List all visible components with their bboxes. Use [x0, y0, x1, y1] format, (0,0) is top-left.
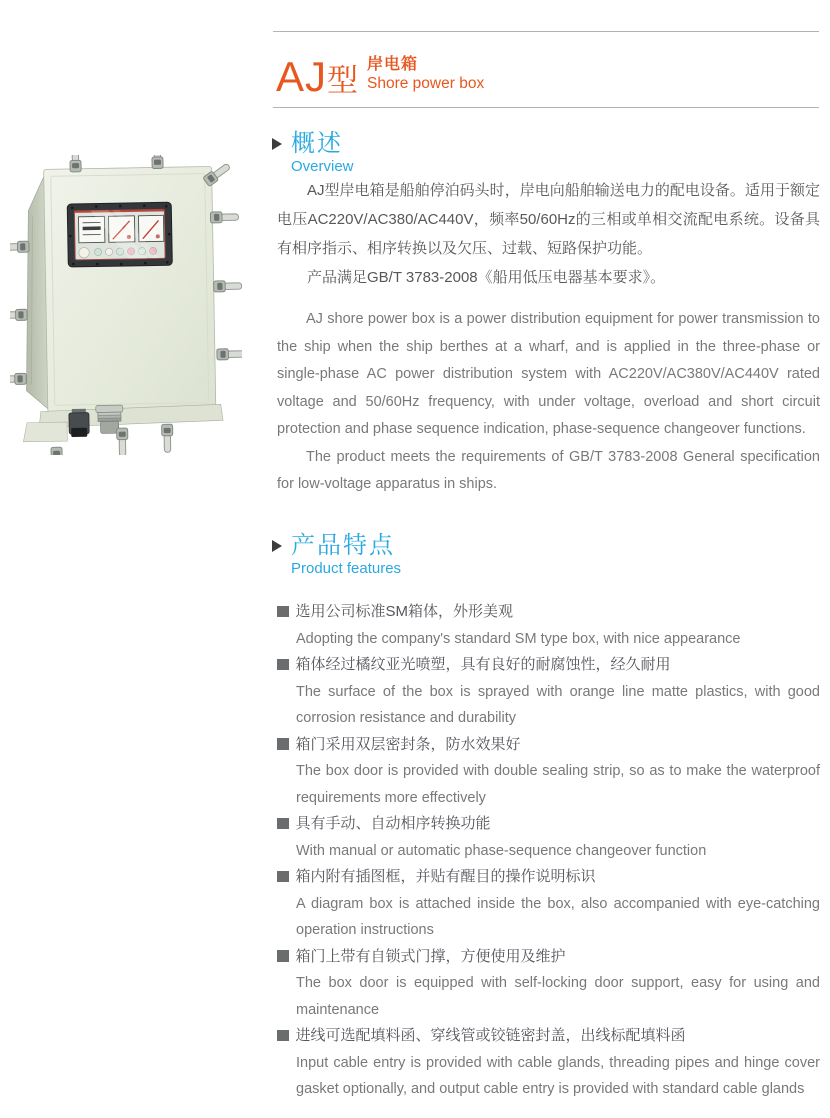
meter-window — [67, 202, 172, 267]
overview-heading — [291, 131, 354, 176]
features-title-en: Product features — [291, 560, 402, 577]
overview-text-en — [277, 306, 820, 499]
bullet-square-icon — [277, 1030, 289, 1042]
bullet-square-icon — [277, 659, 289, 671]
feature-text-cn: 箱门采用双层密封条，防水效果好 — [295, 735, 521, 753]
feature-text-en: The box door is provided with double sealing strip, so as to make the waterproof requirements more effectively — [296, 763, 820, 806]
overview-title-cn: 概述 — [291, 130, 343, 157]
product-title — [276, 51, 485, 101]
feature-text-en: With manual or automatic phase-sequence changeover function — [296, 842, 707, 859]
feature-item — [277, 732, 820, 812]
bullet-square-icon — [277, 818, 289, 830]
overview-title-en: Overview — [291, 158, 354, 175]
features-list — [277, 599, 820, 1103]
feature-item — [277, 1023, 820, 1103]
feature-line-cn — [277, 652, 820, 679]
product-name-en: Shore power box — [367, 75, 485, 92]
bullet-square-icon — [277, 871, 289, 883]
bullet-square-icon — [277, 738, 289, 750]
feature-text-cn: 具有手动、自动相序转换功能 — [295, 815, 491, 832]
feature-line-cn — [277, 864, 820, 891]
feature-line-cn — [277, 732, 820, 759]
overview-paragraph-en: AJ shore power box is a power distribution equipment for power transmission to the ship when the ship berthes at a wharf, and is applied in the three-phase or single-phase AC power distribution system with AC220V/AC380V/AC440V rated voltage and 50/60Hz frequency, with under voltage, overload and short circuit protection and phase sequence indication, phase-sequence changeover functions. — [277, 311, 820, 437]
feature-text-en: Input cable entry is provided with cable glands, threading pipes and hinge cover gasket optionally, and output cable entry is provided with standard cable glands — [296, 1054, 820, 1097]
feature-text-en: A diagram box is attached inside the box, also accompanied with eye-catching operation instructions — [296, 895, 820, 938]
feature-line-cn — [277, 811, 820, 838]
overview-section-header — [272, 131, 354, 176]
overview-paragraph-cn: 产品满足GB/T 3783-2008《船用低压电器基本要求》。 — [307, 269, 666, 286]
model-latin: AJ — [276, 53, 328, 101]
overview-paragraph-en: The product meets the requirements of GB/T 3783-2008 General specification for low-voltage apparatus in ships. — [277, 448, 820, 492]
feature-line-cn — [277, 944, 820, 971]
feature-text-cn: 进线可选配填料函、穿线管或铰链密封盖，出线标配填料函 — [295, 1027, 686, 1044]
feature-text-en: The surface of the box is sprayed with orange line matte plastics, with good corrosion resistance and durability — [296, 683, 820, 726]
bullet-square-icon — [277, 606, 289, 618]
feature-text-cn: 箱门上带有自锁式门撑，方便使用及维护 — [295, 947, 566, 965]
top-divider — [273, 31, 819, 32]
feature-item — [277, 864, 820, 944]
product-subtitle — [367, 51, 484, 95]
feature-text-en: Adopting the company's standard SM type box, with nice appearance — [296, 630, 741, 647]
feature-item — [277, 652, 820, 732]
features-section-header — [272, 533, 401, 578]
overview-paragraph-cn: AJ型岸电箱是船舶停泊码头时，岸电向船舶输送电力的配电设备。适用于额定电压AC220V/AC380/AC440V，频率50/60Hz的三相或单相交流配电系统。设备具有相序指示、相序转换以及欠压、过载、短路保护功能。 — [277, 182, 820, 257]
feature-text-cn: 箱体经过橘纹亚光喷塑，具有良好的耐腐蚀性，经久耐用 — [295, 656, 671, 673]
model-name — [276, 53, 359, 101]
feature-text-cn: 选用公司标准SM箱体，外形美观 — [295, 603, 514, 620]
features-heading — [291, 533, 401, 578]
shore-power-box-photo — [10, 155, 242, 455]
feature-item — [277, 599, 820, 652]
feature-text-cn: 箱内附有插图框，并贴有醒目的操作说明标识 — [295, 868, 596, 885]
section-marker-icon — [272, 540, 282, 552]
model-suffix: 型 — [327, 63, 359, 99]
features-title-cn: 产品特点 — [291, 532, 395, 559]
feature-line-cn — [277, 599, 820, 626]
feature-item — [277, 944, 820, 1024]
section-marker-icon — [272, 138, 282, 150]
product-name-cn: 岸电箱 — [367, 56, 419, 73]
overview-text-cn — [277, 176, 820, 292]
feature-text-en: The box door is equipped with self-locking door support, easy for using and maintenance — [296, 975, 820, 1018]
cabinet — [10, 155, 242, 455]
feature-line-cn — [277, 1023, 820, 1050]
bullet-square-icon — [277, 950, 289, 962]
cable-gland-dark — [69, 409, 89, 437]
feature-item — [277, 811, 820, 864]
title-divider — [273, 107, 819, 108]
